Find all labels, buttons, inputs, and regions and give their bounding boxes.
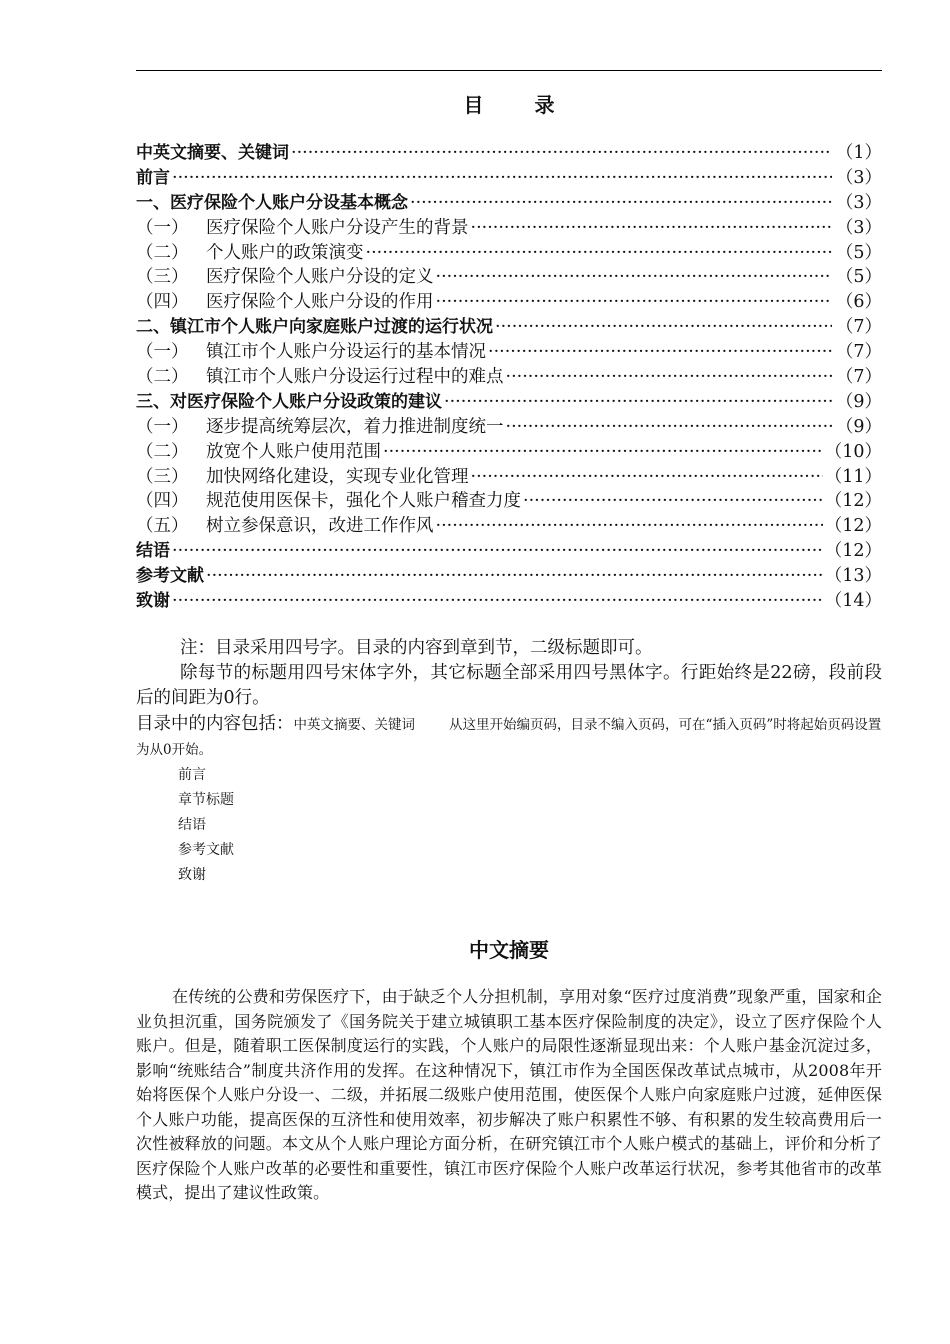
toc-entry-number: （二） bbox=[136, 242, 189, 263]
toc-page-number: （12） bbox=[824, 491, 882, 512]
toc-page-number: （13） bbox=[824, 566, 882, 587]
toc-page-number: （3） bbox=[835, 192, 882, 213]
toc-entry-text: 规范使用医保卡，强化个人账户稽查力度 bbox=[206, 491, 521, 512]
toc-page-number: （7） bbox=[835, 367, 882, 388]
toc-row bbox=[136, 141, 882, 166]
note-format: 除每节的标题用四号宋体字外，其它标题全部采用四号黑体字。行距始终是22磅，段前段后的间距为0行。 bbox=[136, 663, 882, 708]
contents-item-list bbox=[178, 763, 234, 888]
toc-entry-label bbox=[136, 290, 434, 315]
toc-title: 目 录 bbox=[463, 93, 577, 117]
toc-row bbox=[136, 340, 882, 365]
list-item: 章节标题 bbox=[178, 792, 234, 808]
toc-entry-label: 结语 bbox=[136, 541, 170, 562]
toc-page-number: （6） bbox=[835, 292, 882, 313]
toc-entry-number: （三） bbox=[136, 466, 189, 487]
toc-entry-number: （一） bbox=[136, 217, 189, 238]
toc-entry-label bbox=[136, 365, 504, 390]
toc-leader-dots bbox=[172, 589, 823, 614]
toc-entry-label bbox=[136, 514, 434, 539]
toc-leader-dots bbox=[471, 216, 833, 241]
note-font-size: 注：目录采用四号字。目录的内容到章到节，二级标题即可。 bbox=[180, 638, 653, 658]
toc-leader-dots bbox=[523, 489, 823, 514]
toc-entry-text: 加快网络化建设，实现专业化管理 bbox=[206, 466, 469, 487]
header-rule bbox=[136, 70, 882, 71]
toc-entry-label: 二、镇江市个人账户向家庭账户过渡的运行状况 bbox=[136, 317, 493, 338]
abstract-title: 中文摘要 bbox=[469, 938, 549, 962]
toc-leader-dots bbox=[436, 265, 833, 290]
toc-leader-dots bbox=[506, 365, 833, 390]
toc-entry-label: 致谢 bbox=[136, 591, 170, 612]
toc-entry-text: 医疗保险个人账户分设的定义 bbox=[206, 267, 434, 288]
toc-row bbox=[136, 166, 882, 191]
toc-leader-dots bbox=[471, 465, 823, 490]
toc-entry-text: 镇江市个人账户分设运行的基本情况 bbox=[206, 342, 486, 363]
toc-entry-number: （四） bbox=[136, 491, 189, 512]
list-item: 致谢 bbox=[178, 867, 206, 883]
toc-leader-dots bbox=[366, 241, 833, 266]
toc-page-number: （14） bbox=[824, 591, 882, 612]
toc-entry-number: （四） bbox=[136, 292, 189, 313]
toc-page-number: （3） bbox=[835, 217, 882, 238]
toc-entry-label: 参考文献 bbox=[136, 566, 204, 587]
toc-entry-label bbox=[136, 415, 504, 440]
abstract-body: 在传统的公费和劳保医疗下，由于缺乏个人分担机制，享用对象“医疗过度消费”现象严重，国家和企业负担沉重，国务院颁发了《国务院关于建立城镇职工基本医疗保险制度的决定》，设立了医疗保险个人账户。但是，随着职工医保制度运行的实践，个人账户的局限性逐渐显现出来：个人账户基金沉淀过多，影响“统账结合”制度共济作用的发挥。在这种情况下，镇江市作为全国医保改革试点城市，从2008年开始将医保个人账户分设一、二级，并拓展二级账户使用范围，使医保个人账户向家庭账户过渡，延伸医保个人账户功能，提高医保的互济性和使用效率，初步解决了账户积累性不够、有积累的发生较高费用后一次性被释放的问题。本文从个人账户理论方面分析，在研究镇江市个人账户模式的基础上，评价和分析了医疗保险个人账户改革的必要性和重要性，镇江市医疗保险个人账户改革运行状况，参考其他省市的改革模式，提出了建议性政策。 bbox=[136, 987, 882, 1202]
toc-page-number: （1） bbox=[835, 143, 882, 163]
toc-row bbox=[136, 564, 882, 589]
toc-entry-number: （二） bbox=[136, 441, 189, 462]
toc-entry-label bbox=[136, 265, 434, 290]
toc-leader-dots bbox=[436, 290, 833, 315]
toc-entry-label bbox=[136, 216, 469, 241]
toc-page-number: （9） bbox=[835, 416, 882, 437]
toc-row bbox=[136, 514, 882, 539]
contents-prefix: 目录中的内容包括： bbox=[136, 714, 294, 734]
toc-entry-label bbox=[136, 340, 486, 365]
toc-entry-label bbox=[136, 489, 521, 514]
toc-leader-dots bbox=[291, 141, 832, 166]
toc-row bbox=[136, 191, 882, 216]
toc-entry-text: 逐步提高统筹层次，着力推进制度统一 bbox=[206, 416, 504, 437]
toc-entry-text: 镇江市个人账户分设运行过程中的难点 bbox=[206, 367, 504, 388]
toc-entry-label: 中英文摘要、关键词 bbox=[136, 143, 289, 163]
toc-row bbox=[136, 265, 882, 290]
toc-row bbox=[136, 440, 882, 465]
toc-leader-dots bbox=[172, 166, 832, 191]
toc-entry-label: 前言 bbox=[136, 167, 170, 188]
toc-entry-label bbox=[136, 241, 364, 266]
toc-entry-number: （三） bbox=[136, 267, 189, 288]
toc-entry-label bbox=[136, 465, 469, 490]
toc-leader-dots bbox=[172, 539, 823, 564]
page-number-note: 从这里开始编页码，目录不编入页码，可在“插入页码”时将起始页码设置为从0开始。 bbox=[136, 717, 882, 758]
list-item: 结语 bbox=[178, 817, 206, 833]
contents-first-item: 中英文摘要、关键词 bbox=[293, 717, 415, 733]
toc-page-number: （9） bbox=[835, 391, 882, 412]
toc-entry-label: 三、对医疗保险个人账户分设政策的建议 bbox=[136, 391, 442, 412]
toc-leader-dots bbox=[444, 390, 832, 415]
toc-row bbox=[136, 415, 882, 440]
toc-page-number: （5） bbox=[835, 242, 882, 263]
toc-leader-dots bbox=[436, 514, 823, 539]
contents-include-line bbox=[136, 712, 882, 762]
toc-entry-number: （五） bbox=[136, 516, 189, 537]
toc-leader-dots bbox=[506, 415, 833, 440]
toc-entry-text: 个人账户的政策演变 bbox=[206, 242, 364, 263]
list-item: 前言 bbox=[178, 767, 206, 783]
toc-row bbox=[136, 365, 882, 390]
toc-row bbox=[136, 589, 882, 614]
toc-leader-dots bbox=[383, 440, 823, 465]
toc-leader-dots bbox=[206, 564, 823, 589]
toc-row bbox=[136, 539, 882, 564]
toc-page-number: （12） bbox=[824, 516, 882, 537]
toc-entry-text: 放宽个人账户使用范围 bbox=[206, 441, 381, 462]
toc-entry-text: 树立参保意识，改进工作作风 bbox=[206, 516, 434, 537]
toc-page-number: （11） bbox=[824, 466, 882, 487]
toc-row bbox=[136, 390, 882, 415]
toc-entry-label: 一、医疗保险个人账户分设基本概念 bbox=[136, 192, 408, 213]
toc-page-number: （3） bbox=[835, 167, 882, 188]
toc-row bbox=[136, 290, 882, 315]
toc-entry-text: 医疗保险个人账户分设产生的背景 bbox=[206, 217, 469, 238]
toc-leader-dots bbox=[495, 315, 832, 340]
toc-page-number: （12） bbox=[824, 541, 882, 562]
toc-page-number: （5） bbox=[835, 267, 882, 288]
toc-leader-dots bbox=[488, 340, 832, 365]
toc-row bbox=[136, 216, 882, 241]
toc-entry-number: （二） bbox=[136, 367, 189, 388]
toc-row bbox=[136, 241, 882, 266]
toc-row bbox=[136, 489, 882, 514]
toc-entry-text: 医疗保险个人账户分设的作用 bbox=[206, 292, 434, 313]
list-item: 参考文献 bbox=[178, 842, 234, 858]
toc-leader-dots bbox=[410, 191, 832, 216]
toc-page-number: （10） bbox=[824, 441, 882, 462]
toc-page-number: （7） bbox=[835, 317, 882, 338]
table-of-contents bbox=[136, 141, 882, 614]
toc-entry-number: （一） bbox=[136, 416, 189, 437]
toc-row bbox=[136, 465, 882, 490]
toc-entry-label bbox=[136, 440, 381, 465]
toc-page-number: （7） bbox=[835, 342, 882, 363]
toc-row bbox=[136, 315, 882, 340]
toc-entry-number: （一） bbox=[136, 342, 189, 363]
